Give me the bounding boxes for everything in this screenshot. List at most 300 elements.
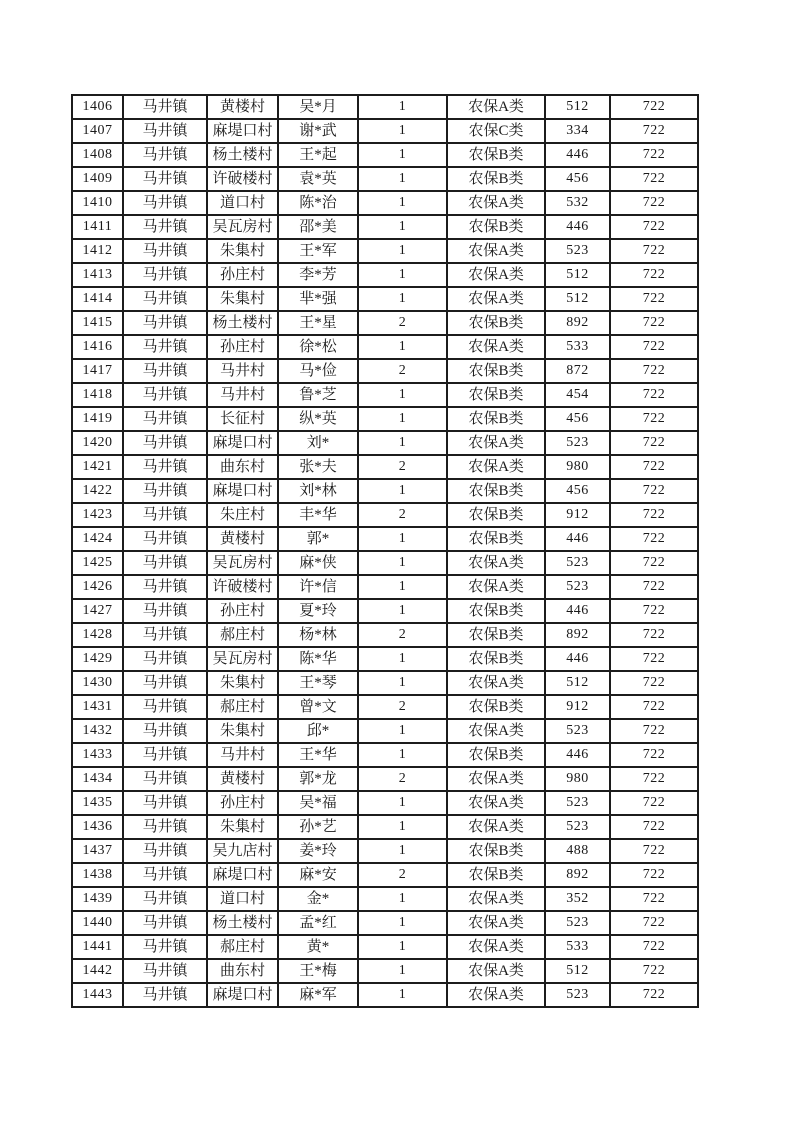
table-cell-amount: 872 bbox=[545, 359, 610, 383]
table-row bbox=[72, 479, 698, 503]
table-cell-village: 长征村 bbox=[207, 407, 278, 431]
table-cell-amount: 523 bbox=[545, 791, 610, 815]
table-row bbox=[72, 503, 698, 527]
table-cell-insurance-category: 农保B类 bbox=[447, 407, 545, 431]
table-cell-person-count: 1 bbox=[358, 935, 447, 959]
table-cell-person-name: 麻*侠 bbox=[278, 551, 358, 575]
table-row bbox=[72, 983, 698, 1007]
table-cell-record-number: 1416 bbox=[72, 335, 123, 359]
table-cell-person-name: 芈*强 bbox=[278, 287, 358, 311]
table-cell-amount-2: 722 bbox=[610, 431, 698, 455]
table-cell-village: 朱集村 bbox=[207, 815, 278, 839]
table-cell-amount: 512 bbox=[545, 959, 610, 983]
table-cell-town: 马井镇 bbox=[123, 911, 207, 935]
table-row bbox=[72, 623, 698, 647]
table-cell-amount-2: 722 bbox=[610, 719, 698, 743]
table-cell-insurance-category: 农保B类 bbox=[447, 503, 545, 527]
table-cell-record-number: 1406 bbox=[72, 95, 123, 119]
table-cell-amount-2: 722 bbox=[610, 503, 698, 527]
table-cell-amount: 980 bbox=[545, 767, 610, 791]
table-cell-record-number: 1429 bbox=[72, 647, 123, 671]
table-cell-amount-2: 722 bbox=[610, 167, 698, 191]
table-cell-insurance-category: 农保A类 bbox=[447, 431, 545, 455]
table-cell-person-name: 吴*福 bbox=[278, 791, 358, 815]
table-cell-person-name: 徐*松 bbox=[278, 335, 358, 359]
table-cell-record-number: 1408 bbox=[72, 143, 123, 167]
table-cell-insurance-category: 农保A类 bbox=[447, 455, 545, 479]
table-cell-record-number: 1424 bbox=[72, 527, 123, 551]
table-cell-person-count: 1 bbox=[358, 479, 447, 503]
table-row bbox=[72, 527, 698, 551]
table-cell-village: 吴瓦房村 bbox=[207, 215, 278, 239]
table-cell-person-count: 2 bbox=[358, 695, 447, 719]
table-cell-town: 马井镇 bbox=[123, 575, 207, 599]
table-cell-village: 许破楼村 bbox=[207, 575, 278, 599]
table-cell-person-name: 邱* bbox=[278, 719, 358, 743]
table-cell-amount-2: 722 bbox=[610, 215, 698, 239]
table-cell-amount-2: 722 bbox=[610, 623, 698, 647]
table-cell-person-name: 陈*治 bbox=[278, 191, 358, 215]
table-row bbox=[72, 839, 698, 863]
table-cell-person-name: 夏*玲 bbox=[278, 599, 358, 623]
table-cell-town: 马井镇 bbox=[123, 695, 207, 719]
table-row bbox=[72, 455, 698, 479]
table-cell-person-count: 1 bbox=[358, 239, 447, 263]
table-row bbox=[72, 743, 698, 767]
table-cell-town: 马井镇 bbox=[123, 287, 207, 311]
table-cell-person-count: 1 bbox=[358, 191, 447, 215]
table-cell-person-count: 1 bbox=[358, 335, 447, 359]
table-cell-person-count: 1 bbox=[358, 839, 447, 863]
table-cell-town: 马井镇 bbox=[123, 431, 207, 455]
table-cell-person-count: 2 bbox=[358, 455, 447, 479]
table-cell-person-count: 1 bbox=[358, 911, 447, 935]
table-cell-person-name: 曾*文 bbox=[278, 695, 358, 719]
table-cell-person-count: 1 bbox=[358, 671, 447, 695]
table-cell-town: 马井镇 bbox=[123, 119, 207, 143]
table-cell-person-count: 1 bbox=[358, 407, 447, 431]
table-cell-person-name: 麻*安 bbox=[278, 863, 358, 887]
table-row bbox=[72, 359, 698, 383]
table-cell-person-name: 郭* bbox=[278, 527, 358, 551]
table-cell-amount-2: 722 bbox=[610, 479, 698, 503]
table-cell-record-number: 1422 bbox=[72, 479, 123, 503]
table-cell-insurance-category: 农保A类 bbox=[447, 815, 545, 839]
table-cell-insurance-category: 农保B类 bbox=[447, 599, 545, 623]
table-cell-amount: 523 bbox=[545, 551, 610, 575]
table-cell-amount: 488 bbox=[545, 839, 610, 863]
table-cell-village: 朱集村 bbox=[207, 239, 278, 263]
table-cell-record-number: 1413 bbox=[72, 263, 123, 287]
table-cell-amount-2: 722 bbox=[610, 119, 698, 143]
table-cell-insurance-category: 农保B类 bbox=[447, 743, 545, 767]
table-cell-amount: 523 bbox=[545, 911, 610, 935]
table-cell-person-count: 1 bbox=[358, 647, 447, 671]
table-cell-village: 麻堤口村 bbox=[207, 863, 278, 887]
table-row bbox=[72, 239, 698, 263]
table-cell-record-number: 1409 bbox=[72, 167, 123, 191]
table-cell-person-name: 李*芳 bbox=[278, 263, 358, 287]
table-cell-amount-2: 722 bbox=[610, 311, 698, 335]
table-row bbox=[72, 959, 698, 983]
table-cell-amount-2: 722 bbox=[610, 575, 698, 599]
table-cell-record-number: 1417 bbox=[72, 359, 123, 383]
table-cell-amount: 446 bbox=[545, 743, 610, 767]
table-cell-amount-2: 722 bbox=[610, 887, 698, 911]
table-cell-person-count: 1 bbox=[358, 983, 447, 1007]
table-cell-person-name: 袁*英 bbox=[278, 167, 358, 191]
table-cell-person-name: 麻*军 bbox=[278, 983, 358, 1007]
table-cell-town: 马井镇 bbox=[123, 455, 207, 479]
table-row bbox=[72, 887, 698, 911]
table-cell-town: 马井镇 bbox=[123, 311, 207, 335]
table-cell-town: 马井镇 bbox=[123, 791, 207, 815]
table-cell-record-number: 1432 bbox=[72, 719, 123, 743]
table-cell-person-count: 1 bbox=[358, 527, 447, 551]
table-cell-insurance-category: 农保B类 bbox=[447, 479, 545, 503]
table-row bbox=[72, 791, 698, 815]
table-cell-insurance-category: 农保B类 bbox=[447, 695, 545, 719]
table-cell-record-number: 1414 bbox=[72, 287, 123, 311]
table-cell-town: 马井镇 bbox=[123, 527, 207, 551]
table-cell-amount-2: 722 bbox=[610, 455, 698, 479]
table-cell-person-count: 1 bbox=[358, 263, 447, 287]
table-cell-village: 孙庄村 bbox=[207, 335, 278, 359]
table-cell-record-number: 1425 bbox=[72, 551, 123, 575]
table-cell-insurance-category: 农保B类 bbox=[447, 623, 545, 647]
table-cell-person-name: 王*军 bbox=[278, 239, 358, 263]
table-cell-insurance-category: 农保B类 bbox=[447, 527, 545, 551]
table-cell-village: 道口村 bbox=[207, 887, 278, 911]
table-cell-village: 朱庄村 bbox=[207, 503, 278, 527]
table-cell-insurance-category: 农保A类 bbox=[447, 287, 545, 311]
table-row bbox=[72, 95, 698, 119]
table-row bbox=[72, 599, 698, 623]
table-cell-village: 孙庄村 bbox=[207, 791, 278, 815]
table-cell-person-name: 马*俭 bbox=[278, 359, 358, 383]
table-cell-village: 道口村 bbox=[207, 191, 278, 215]
table-cell-person-name: 丰*华 bbox=[278, 503, 358, 527]
table-cell-amount-2: 722 bbox=[610, 383, 698, 407]
table-cell-amount-2: 722 bbox=[610, 95, 698, 119]
table-cell-town: 马井镇 bbox=[123, 263, 207, 287]
table-cell-record-number: 1426 bbox=[72, 575, 123, 599]
table-cell-person-count: 1 bbox=[358, 959, 447, 983]
table-cell-insurance-category: 农保A类 bbox=[447, 887, 545, 911]
table-cell-person-count: 2 bbox=[358, 503, 447, 527]
table-cell-town: 马井镇 bbox=[123, 815, 207, 839]
table-cell-amount: 512 bbox=[545, 287, 610, 311]
table-cell-village: 杨土楼村 bbox=[207, 911, 278, 935]
table-cell-amount-2: 722 bbox=[610, 959, 698, 983]
table-cell-amount-2: 722 bbox=[610, 143, 698, 167]
table-row bbox=[72, 407, 698, 431]
table-cell-insurance-category: 农保A类 bbox=[447, 935, 545, 959]
table-cell-insurance-category: 农保B类 bbox=[447, 143, 545, 167]
table-cell-town: 马井镇 bbox=[123, 503, 207, 527]
table-cell-town: 马井镇 bbox=[123, 95, 207, 119]
table-cell-amount-2: 722 bbox=[610, 527, 698, 551]
table-cell-person-count: 1 bbox=[358, 599, 447, 623]
table-cell-village: 朱集村 bbox=[207, 719, 278, 743]
table-cell-amount: 334 bbox=[545, 119, 610, 143]
table-cell-insurance-category: 农保B类 bbox=[447, 383, 545, 407]
table-cell-amount: 456 bbox=[545, 479, 610, 503]
table-cell-amount: 523 bbox=[545, 431, 610, 455]
table-cell-amount-2: 722 bbox=[610, 263, 698, 287]
table-cell-town: 马井镇 bbox=[123, 479, 207, 503]
table-cell-amount-2: 722 bbox=[610, 551, 698, 575]
table-cell-village: 郝庄村 bbox=[207, 695, 278, 719]
table-cell-person-name: 王*星 bbox=[278, 311, 358, 335]
table-cell-amount: 912 bbox=[545, 695, 610, 719]
table-cell-person-count: 1 bbox=[358, 119, 447, 143]
table-cell-amount: 446 bbox=[545, 599, 610, 623]
table-cell-insurance-category: 农保A类 bbox=[447, 575, 545, 599]
table-cell-person-count: 1 bbox=[358, 215, 447, 239]
table-cell-town: 马井镇 bbox=[123, 335, 207, 359]
table-cell-village: 黄楼村 bbox=[207, 527, 278, 551]
table-cell-village: 黄楼村 bbox=[207, 95, 278, 119]
table-cell-person-count: 2 bbox=[358, 359, 447, 383]
table-cell-town: 马井镇 bbox=[123, 983, 207, 1007]
table-cell-record-number: 1428 bbox=[72, 623, 123, 647]
table-row bbox=[72, 383, 698, 407]
table-row bbox=[72, 431, 698, 455]
table-cell-town: 马井镇 bbox=[123, 887, 207, 911]
table-row bbox=[72, 719, 698, 743]
table-cell-village: 麻堤口村 bbox=[207, 479, 278, 503]
table-cell-amount-2: 722 bbox=[610, 815, 698, 839]
table-cell-village: 孙庄村 bbox=[207, 599, 278, 623]
table-cell-amount: 446 bbox=[545, 215, 610, 239]
table-cell-record-number: 1443 bbox=[72, 983, 123, 1007]
table-cell-person-name: 孙*艺 bbox=[278, 815, 358, 839]
table-cell-person-name: 纵*英 bbox=[278, 407, 358, 431]
table-cell-record-number: 1434 bbox=[72, 767, 123, 791]
table-row bbox=[72, 647, 698, 671]
table-cell-town: 马井镇 bbox=[123, 935, 207, 959]
table-cell-amount-2: 722 bbox=[610, 671, 698, 695]
table-cell-insurance-category: 农保A类 bbox=[447, 263, 545, 287]
table-cell-person-name: 王*起 bbox=[278, 143, 358, 167]
table-cell-amount: 533 bbox=[545, 335, 610, 359]
table-cell-person-count: 1 bbox=[358, 167, 447, 191]
table-row bbox=[72, 215, 698, 239]
table-cell-amount: 912 bbox=[545, 503, 610, 527]
table-cell-amount: 892 bbox=[545, 863, 610, 887]
table-cell-person-count: 2 bbox=[358, 767, 447, 791]
table-cell-amount-2: 722 bbox=[610, 791, 698, 815]
table-cell-person-name: 陈*华 bbox=[278, 647, 358, 671]
table-cell-amount: 523 bbox=[545, 719, 610, 743]
table-cell-amount: 523 bbox=[545, 575, 610, 599]
table-cell-amount: 512 bbox=[545, 671, 610, 695]
table-row bbox=[72, 815, 698, 839]
table-cell-person-count: 1 bbox=[358, 95, 447, 119]
table-cell-person-count: 1 bbox=[358, 887, 447, 911]
table-cell-village: 朱集村 bbox=[207, 287, 278, 311]
table-cell-amount: 980 bbox=[545, 455, 610, 479]
table-cell-amount-2: 722 bbox=[610, 191, 698, 215]
table-cell-village: 吴瓦房村 bbox=[207, 647, 278, 671]
table-cell-person-name: 王*琴 bbox=[278, 671, 358, 695]
table-cell-insurance-category: 农保B类 bbox=[447, 839, 545, 863]
table-row bbox=[72, 863, 698, 887]
table-cell-record-number: 1411 bbox=[72, 215, 123, 239]
table-cell-amount-2: 722 bbox=[610, 407, 698, 431]
table-row bbox=[72, 167, 698, 191]
table-cell-insurance-category: 农保A类 bbox=[447, 959, 545, 983]
table-cell-amount: 892 bbox=[545, 623, 610, 647]
table-cell-town: 马井镇 bbox=[123, 767, 207, 791]
table-cell-amount: 512 bbox=[545, 95, 610, 119]
table-cell-amount: 892 bbox=[545, 311, 610, 335]
table-cell-amount-2: 722 bbox=[610, 695, 698, 719]
table-cell-amount: 456 bbox=[545, 407, 610, 431]
table-cell-person-name: 鲁*芝 bbox=[278, 383, 358, 407]
table-cell-person-name: 王*梅 bbox=[278, 959, 358, 983]
table-cell-person-name: 谢*武 bbox=[278, 119, 358, 143]
table-cell-amount-2: 722 bbox=[610, 983, 698, 1007]
table-cell-person-count: 2 bbox=[358, 311, 447, 335]
table-cell-insurance-category: 农保A类 bbox=[447, 791, 545, 815]
table-cell-insurance-category: 农保A类 bbox=[447, 551, 545, 575]
table-cell-person-name: 吴*月 bbox=[278, 95, 358, 119]
table-cell-person-count: 1 bbox=[358, 575, 447, 599]
table-cell-record-number: 1412 bbox=[72, 239, 123, 263]
table-cell-amount: 446 bbox=[545, 647, 610, 671]
table-cell-town: 马井镇 bbox=[123, 863, 207, 887]
table-cell-village: 吴九店村 bbox=[207, 839, 278, 863]
table-cell-record-number: 1423 bbox=[72, 503, 123, 527]
table-cell-town: 马井镇 bbox=[123, 743, 207, 767]
table-cell-village: 马井村 bbox=[207, 743, 278, 767]
table-cell-insurance-category: 农保A类 bbox=[447, 239, 545, 263]
table-cell-town: 马井镇 bbox=[123, 959, 207, 983]
table-cell-person-name: 刘*林 bbox=[278, 479, 358, 503]
table-cell-person-count: 1 bbox=[358, 719, 447, 743]
table-cell-record-number: 1419 bbox=[72, 407, 123, 431]
table-cell-village: 马井村 bbox=[207, 359, 278, 383]
table-cell-person-count: 1 bbox=[358, 287, 447, 311]
table-cell-insurance-category: 农保B类 bbox=[447, 359, 545, 383]
table-cell-record-number: 1418 bbox=[72, 383, 123, 407]
table-cell-amount: 532 bbox=[545, 191, 610, 215]
table-cell-town: 马井镇 bbox=[123, 167, 207, 191]
table-cell-insurance-category: 农保A类 bbox=[447, 767, 545, 791]
table-cell-record-number: 1410 bbox=[72, 191, 123, 215]
table-cell-person-count: 1 bbox=[358, 815, 447, 839]
table-row bbox=[72, 575, 698, 599]
table-cell-person-name: 金* bbox=[278, 887, 358, 911]
table-cell-record-number: 1438 bbox=[72, 863, 123, 887]
table-cell-amount-2: 722 bbox=[610, 599, 698, 623]
table-cell-person-name: 杨*林 bbox=[278, 623, 358, 647]
table-cell-town: 马井镇 bbox=[123, 551, 207, 575]
table-row bbox=[72, 311, 698, 335]
table-cell-record-number: 1435 bbox=[72, 791, 123, 815]
table-row bbox=[72, 671, 698, 695]
table-cell-village: 曲东村 bbox=[207, 455, 278, 479]
table-cell-amount: 456 bbox=[545, 167, 610, 191]
table-cell-amount-2: 722 bbox=[610, 935, 698, 959]
payment-records-table bbox=[71, 94, 699, 1008]
table-cell-amount-2: 722 bbox=[610, 839, 698, 863]
table-cell-amount: 533 bbox=[545, 935, 610, 959]
table-cell-village: 郝庄村 bbox=[207, 623, 278, 647]
table-cell-insurance-category: 农保B类 bbox=[447, 311, 545, 335]
table-cell-insurance-category: 农保A类 bbox=[447, 335, 545, 359]
table-cell-insurance-category: 农保B类 bbox=[447, 863, 545, 887]
table-cell-town: 马井镇 bbox=[123, 647, 207, 671]
table-cell-person-name: 王*华 bbox=[278, 743, 358, 767]
table-cell-person-name: 郭*龙 bbox=[278, 767, 358, 791]
table-row bbox=[72, 551, 698, 575]
table-cell-town: 马井镇 bbox=[123, 359, 207, 383]
table-row bbox=[72, 263, 698, 287]
table-cell-person-name: 刘* bbox=[278, 431, 358, 455]
table-cell-village: 麻堤口村 bbox=[207, 119, 278, 143]
table-cell-person-count: 2 bbox=[358, 863, 447, 887]
table-cell-village: 麻堤口村 bbox=[207, 431, 278, 455]
table-row bbox=[72, 935, 698, 959]
table-cell-village: 杨土楼村 bbox=[207, 311, 278, 335]
table-cell-person-count: 1 bbox=[358, 743, 447, 767]
table-cell-insurance-category: 农保B类 bbox=[447, 215, 545, 239]
table-cell-insurance-category: 农保A类 bbox=[447, 719, 545, 743]
table-row bbox=[72, 191, 698, 215]
table-row bbox=[72, 695, 698, 719]
table-cell-town: 马井镇 bbox=[123, 191, 207, 215]
table-cell-person-count: 1 bbox=[358, 143, 447, 167]
table-cell-amount: 523 bbox=[545, 239, 610, 263]
table-cell-person-name: 许*信 bbox=[278, 575, 358, 599]
table-cell-insurance-category: 农保A类 bbox=[447, 95, 545, 119]
table-cell-record-number: 1415 bbox=[72, 311, 123, 335]
table-cell-town: 马井镇 bbox=[123, 239, 207, 263]
table-cell-record-number: 1407 bbox=[72, 119, 123, 143]
table-cell-person-name: 张*夫 bbox=[278, 455, 358, 479]
table-cell-amount-2: 722 bbox=[610, 863, 698, 887]
table-cell-village: 朱集村 bbox=[207, 671, 278, 695]
table-row bbox=[72, 335, 698, 359]
table-cell-village: 麻堤口村 bbox=[207, 983, 278, 1007]
table-cell-record-number: 1427 bbox=[72, 599, 123, 623]
table-cell-town: 马井镇 bbox=[123, 623, 207, 647]
table-cell-town: 马井镇 bbox=[123, 407, 207, 431]
table-cell-amount-2: 722 bbox=[610, 239, 698, 263]
table-cell-village: 郝庄村 bbox=[207, 935, 278, 959]
table-cell-insurance-category: 农保A类 bbox=[447, 671, 545, 695]
table-cell-amount: 512 bbox=[545, 263, 610, 287]
table-cell-village: 黄楼村 bbox=[207, 767, 278, 791]
table-cell-record-number: 1433 bbox=[72, 743, 123, 767]
table-cell-amount-2: 722 bbox=[610, 359, 698, 383]
table-cell-record-number: 1430 bbox=[72, 671, 123, 695]
table-cell-amount: 446 bbox=[545, 527, 610, 551]
table-cell-amount-2: 722 bbox=[610, 287, 698, 311]
table-cell-insurance-category: 农保A类 bbox=[447, 911, 545, 935]
table-cell-amount: 523 bbox=[545, 815, 610, 839]
table-cell-village: 许破楼村 bbox=[207, 167, 278, 191]
table-cell-town: 马井镇 bbox=[123, 599, 207, 623]
table-cell-village: 曲东村 bbox=[207, 959, 278, 983]
table-cell-person-name: 孟*红 bbox=[278, 911, 358, 935]
table-cell-amount: 523 bbox=[545, 983, 610, 1007]
table-cell-person-count: 1 bbox=[358, 551, 447, 575]
table-cell-amount-2: 722 bbox=[610, 335, 698, 359]
